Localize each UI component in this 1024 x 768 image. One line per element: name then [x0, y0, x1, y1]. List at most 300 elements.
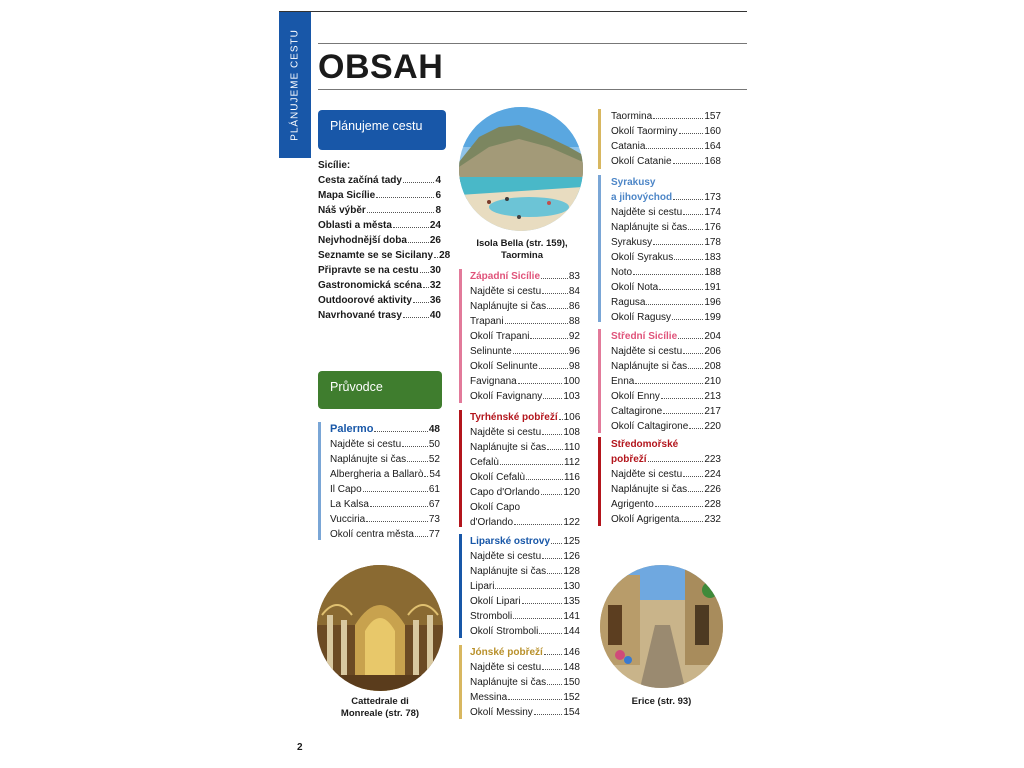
- dot-leader: [646, 148, 703, 149]
- dot-leader: [683, 214, 703, 215]
- toc-entry[interactable]: [611, 482, 721, 497]
- toc-entry-title: Agrigento: [611, 499, 654, 510]
- toc-entry-title: Okolí Cefalù: [470, 472, 526, 483]
- toc-entry[interactable]: [611, 235, 721, 250]
- dot-leader: [508, 699, 562, 700]
- toc-entry[interactable]: [611, 310, 721, 325]
- toc-entry-page: 32: [429, 280, 441, 291]
- toc-entry-page: 36: [429, 295, 441, 306]
- dot-leader: [547, 684, 562, 685]
- toc-entry-title: Seznamte se se Sicilany: [318, 250, 434, 261]
- toc-entry[interactable]: [470, 579, 580, 594]
- toc-entry[interactable]: [611, 205, 721, 220]
- dot-leader: [679, 133, 704, 134]
- dot-leader: [522, 603, 563, 604]
- dot-leader: [366, 521, 428, 522]
- toc-entry[interactable]: [330, 512, 440, 527]
- toc-entry-title: Taormina: [611, 111, 653, 122]
- photo-monreale: [317, 565, 443, 691]
- toc-entry-title: Okolí Agrigenta: [611, 514, 680, 525]
- toc-entry[interactable]: [318, 218, 441, 233]
- toc-entry-page: 188: [704, 267, 721, 278]
- toc-entry-title: Catania: [611, 141, 646, 152]
- toc-entry-page: 120: [563, 487, 580, 498]
- toc-entry-title: Naplánujte si čas: [611, 484, 688, 495]
- toc-entry-title: Cefalù: [470, 457, 499, 468]
- jonske-cont-section-bar: [598, 109, 601, 169]
- toc-entry-title: Okolí Syrakus: [611, 252, 674, 263]
- toc-entry-title: Ragusa: [611, 297, 646, 308]
- toc-entry-title: Gastronomická scéna: [318, 280, 422, 291]
- toc-entry[interactable]: [470, 284, 580, 299]
- toc-entry[interactable]: [470, 485, 580, 500]
- stredomorske-heading-line2[interactable]: pobřeží 223: [611, 454, 721, 465]
- toc-entry[interactable]: [611, 295, 721, 310]
- toc-entry-page: 126: [563, 551, 580, 562]
- toc-entry[interactable]: [330, 482, 440, 497]
- toc-entry[interactable]: [611, 467, 721, 482]
- toc-entry[interactable]: [318, 233, 441, 248]
- toc-entry-page: 88: [568, 316, 580, 327]
- toc-entry-page: 50: [428, 439, 440, 450]
- toc-entry[interactable]: [470, 594, 580, 609]
- erice-illustration: [600, 565, 723, 688]
- toc-entry-page: 141: [563, 611, 580, 622]
- toc-entry[interactable]: [330, 527, 440, 542]
- toc-entry-page: 199: [704, 312, 721, 323]
- toc-entry[interactable]: [470, 660, 580, 675]
- toc-entry-title: Selinunte: [470, 346, 512, 357]
- toc-entry-page: 210: [704, 376, 721, 387]
- toc-entry[interactable]: [611, 280, 721, 295]
- caption-isola-bella: Isola Bella (str. 159), Taormina: [476, 238, 568, 261]
- toc-entry-page: 228: [704, 499, 721, 510]
- toc-entry-title: Okolí Taorminy: [611, 126, 678, 137]
- isola-bella-illustration: [459, 107, 583, 231]
- caption-monreale: Cattedrale di Monreale (str. 78): [340, 696, 420, 719]
- dot-leader: [402, 446, 428, 447]
- dot-leader: [526, 479, 563, 480]
- toc-entry-page: 220: [704, 421, 721, 432]
- toc-entry-page: 226: [704, 484, 721, 495]
- toc-entry[interactable]: [611, 154, 721, 169]
- toc-entry[interactable]: [470, 690, 580, 705]
- toc-entry[interactable]: [611, 404, 721, 419]
- toc-entry[interactable]: [470, 675, 580, 690]
- tyrhenske-last-line2[interactable]: d'Orlando 122: [470, 517, 580, 528]
- toc-entry-page: 232: [704, 514, 721, 525]
- toc-entry[interactable]: [611, 109, 721, 124]
- toc-entry-title: Trapani: [470, 316, 504, 327]
- toc-entry-page: 116: [564, 472, 580, 483]
- toc-entry-page: 178: [704, 237, 721, 248]
- toc-entry[interactable]: [470, 344, 580, 359]
- dot-leader: [415, 536, 428, 537]
- toc-entry-page: 217: [704, 406, 721, 417]
- toc-entry[interactable]: [611, 497, 721, 512]
- toc-entry-page: 73: [428, 514, 440, 525]
- toc-entry-page: 52: [428, 454, 440, 465]
- toc-entry-page: 208: [704, 361, 721, 372]
- tyrhenske-last-line1[interactable]: Okolí Capo: [470, 502, 521, 513]
- toc-entry-title: Připravte se na cestu: [318, 265, 419, 276]
- dot-leader: [663, 413, 703, 414]
- stredomorske-section-bar: [598, 437, 601, 526]
- dot-leader: [542, 434, 562, 435]
- toc-entry-title: Náš výběr: [318, 205, 366, 216]
- toc-entry-page: 160: [704, 126, 721, 137]
- liparske-heading[interactable]: Liparské ostrovy 125: [470, 536, 580, 547]
- toc-entry-title: Okolí Stromboli: [470, 626, 539, 637]
- stredni-toc: [611, 329, 721, 434]
- stredomorske-toc: [611, 437, 721, 527]
- dot-leader: [500, 464, 563, 465]
- toc-entry[interactable]: [318, 173, 441, 188]
- toc-entry-title: Najděte si cestu: [470, 427, 542, 438]
- toc-entry-page: 213: [704, 391, 721, 402]
- toc-entry[interactable]: [611, 389, 721, 404]
- toc-entry[interactable]: [611, 359, 721, 374]
- dot-leader: [661, 398, 703, 399]
- stredni-list: [611, 344, 721, 434]
- toc-entry-page: 154: [563, 707, 580, 718]
- syrakusy-section-bar: [598, 175, 601, 322]
- tyrhenske-heading[interactable]: Tyrhénské pobřeží 106: [470, 412, 581, 423]
- toc-entry[interactable]: [470, 374, 580, 389]
- toc-entry-title: Enna: [611, 376, 635, 387]
- toc-entry-page: 92: [568, 331, 580, 342]
- toc-entry[interactable]: [470, 329, 580, 344]
- toc-entry-title: Naplánujte si čas: [330, 454, 407, 465]
- toc-entry-title: Naplánujte si čas: [470, 677, 547, 688]
- dot-leader: [653, 244, 703, 245]
- dot-leader: [672, 319, 703, 320]
- toc-entry-page: 54: [429, 469, 441, 480]
- dot-leader: [408, 242, 429, 243]
- palermo-section-bar: [318, 422, 321, 540]
- toc-entry-title: Okolí Selinunte: [470, 361, 538, 372]
- title-top-rule: [318, 43, 747, 44]
- toc-entry-title: Naplánujte si čas: [470, 566, 547, 577]
- stredomorske-heading-line1[interactable]: Středomořské: [611, 439, 679, 450]
- toc-entry[interactable]: [330, 437, 440, 452]
- toc-entry-title: Najděte si cestu: [611, 469, 683, 480]
- dot-leader: [370, 506, 428, 507]
- toc-entry[interactable]: [470, 455, 580, 470]
- toc-entry-title: Outdoorové aktivity: [318, 295, 412, 306]
- photo-erice: [600, 565, 723, 688]
- toc-entry[interactable]: [611, 419, 721, 434]
- toc-entry[interactable]: [611, 512, 721, 527]
- toc-entry[interactable]: [611, 344, 721, 359]
- toc-entry-page: 84: [568, 286, 580, 297]
- dot-leader: [659, 289, 703, 290]
- toc-entry[interactable]: [611, 124, 721, 139]
- toc-entry-title: Najděte si cestu: [470, 286, 542, 297]
- toc-entry-title: Okolí Enny: [611, 391, 660, 402]
- toc-entry-title: Okolí Lipari: [470, 596, 521, 607]
- toc-entry-page: 8: [435, 205, 441, 216]
- dot-leader: [635, 383, 703, 384]
- dot-leader: [534, 714, 563, 715]
- toc-entry-page: 6: [435, 190, 441, 201]
- toc-entry-page: 164: [704, 141, 721, 152]
- dot-leader: [505, 323, 568, 324]
- toc-entry-title: Il Capo: [330, 484, 362, 495]
- toc-entry-title: Naplánujte si čas: [611, 361, 688, 372]
- dot-leader: [495, 588, 562, 589]
- syrakusy-toc: [611, 175, 721, 325]
- title-bottom-rule: [318, 89, 747, 90]
- toc-entry[interactable]: [470, 389, 580, 404]
- dot-leader: [420, 272, 429, 273]
- dot-leader: [680, 521, 703, 522]
- toc-entry-page: 144: [563, 626, 580, 637]
- toc-entry-page: 30: [429, 265, 441, 276]
- toc-entry-title: Naplánujte si čas: [470, 442, 547, 453]
- section-side-tab: [279, 12, 311, 158]
- toc-entry-page: 100: [563, 376, 580, 387]
- toc-entry-page: 61: [428, 484, 440, 495]
- toc-entry-title: Okolí centra města: [330, 529, 414, 540]
- toc-entry-title: La Kalsa: [330, 499, 369, 510]
- toc-entry-title: Favignana: [470, 376, 517, 387]
- toc-entry-page: 150: [563, 677, 580, 688]
- dot-leader: [683, 476, 703, 477]
- toc-entry-title: Okolí Catanie: [611, 156, 672, 167]
- dot-leader: [633, 274, 703, 275]
- toc-entry-title: Najděte si cestu: [611, 207, 683, 218]
- toc-entry-page: 183: [704, 252, 721, 263]
- dot-leader: [688, 229, 703, 230]
- toc-entry[interactable]: [611, 374, 721, 389]
- toc-entry-page: 108: [563, 427, 580, 438]
- monreale-illustration: [317, 565, 443, 691]
- toc-entry-page: 110: [564, 442, 580, 453]
- toc-entry-page: 128: [563, 566, 580, 577]
- liparske-toc: [470, 534, 580, 639]
- palermo-list: [330, 437, 440, 542]
- toc-entry[interactable]: [611, 139, 721, 154]
- dot-leader: [423, 287, 429, 288]
- toc-entry-title: Okolí Favignany: [470, 391, 543, 402]
- toc-entry[interactable]: [470, 705, 580, 720]
- dot-leader: [689, 428, 703, 429]
- dot-leader: [539, 368, 568, 369]
- side-tab-label: PLÁNUJEME CESTU: [289, 29, 301, 141]
- liparske-section-bar: [459, 534, 462, 638]
- toc-entry-title: Lipari: [470, 581, 495, 592]
- toc-entry-title: Capo d'Orlando: [470, 487, 540, 498]
- dot-leader: [674, 259, 703, 260]
- toc-entry-title: Najděte si cestu: [330, 439, 402, 450]
- jonske-heading[interactable]: Jónské pobřeží 146: [470, 647, 580, 658]
- planning-list: [318, 173, 451, 323]
- dot-leader: [403, 317, 429, 318]
- toc-entry-page: 112: [564, 457, 580, 468]
- dot-leader: [424, 476, 428, 477]
- toc-entry-page: 176: [704, 222, 721, 233]
- toc-entry-title: Caltagirone: [611, 406, 663, 417]
- toc-entry-title: Naplánujte si čas: [611, 222, 688, 233]
- palermo-heading[interactable]: Palermo 48: [330, 423, 440, 435]
- toc-entry-page: 28: [439, 250, 451, 261]
- dot-leader: [393, 227, 429, 228]
- toc-entry-page: 174: [704, 207, 721, 218]
- toc-entry-page: 168: [704, 156, 721, 167]
- jonske-cont-list: [611, 109, 721, 169]
- stredni-section-bar: [598, 329, 601, 433]
- dot-leader: [547, 308, 568, 309]
- dot-leader: [542, 558, 562, 559]
- toc-entry[interactable]: [330, 497, 440, 512]
- dot-leader: [518, 383, 563, 384]
- toc-entry-title: Okolí Trapani: [470, 331, 530, 342]
- tyrhenske-list: [470, 425, 580, 500]
- toc-entry-title: Oblasti a města: [318, 220, 392, 231]
- toc-entry-title: Najděte si cestu: [470, 662, 542, 673]
- toc-entry-page: 96: [568, 346, 580, 357]
- toc-entry[interactable]: [470, 425, 580, 440]
- toc-entry-page: 98: [568, 361, 580, 372]
- toc-entry[interactable]: [470, 359, 580, 374]
- toc-entry-title: Noto: [611, 267, 633, 278]
- toc-entry[interactable]: [318, 293, 441, 308]
- toc-entry-title: Naplánujte si čas: [470, 301, 547, 312]
- zapadni-list: [470, 284, 580, 404]
- page-number: 2: [297, 742, 303, 753]
- toc-entry-page: 40: [429, 310, 441, 321]
- toc-entry-page: 148: [563, 662, 580, 673]
- toc-entry-title: Okolí Messiny: [470, 707, 533, 718]
- stredni-heading[interactable]: Střední Sicílie 204: [611, 331, 721, 342]
- toc-entry-title: Messina: [470, 692, 508, 703]
- tyrhenske-toc: [470, 410, 580, 530]
- palermo-toc: [330, 422, 440, 542]
- dot-leader: [513, 618, 562, 619]
- dot-leader: [673, 163, 704, 164]
- toc-entry[interactable]: [470, 564, 580, 579]
- caption-erice: Erice (str. 93): [631, 696, 692, 707]
- dot-leader: [434, 257, 438, 258]
- toc-entry-title: Najděte si cestu: [470, 551, 542, 562]
- toc-entry[interactable]: [470, 609, 580, 624]
- page-title: OBSAH: [318, 48, 444, 86]
- toc-entry[interactable]: [611, 250, 721, 265]
- top-rule: [279, 11, 747, 12]
- toc-entry[interactable]: [470, 470, 580, 485]
- zapadni-heading[interactable]: Západní Sicílie 83: [470, 271, 580, 282]
- jonske-list: [470, 660, 580, 720]
- toc-entry-title: Okolí Nota: [611, 282, 659, 293]
- jonske-section-bar: [459, 645, 462, 719]
- toc-entry[interactable]: [330, 467, 440, 482]
- tyrhenske-section-bar: [459, 410, 462, 527]
- toc-entry-page: 135: [563, 596, 580, 607]
- toc-entry-page: 86: [568, 301, 580, 312]
- toc-entry-page: 206: [704, 346, 721, 357]
- jonske-toc: [470, 645, 580, 720]
- toc-entry-title: Nejvhodnější doba: [318, 235, 407, 246]
- toc-entry-page: 77: [428, 529, 440, 540]
- dot-leader: [407, 461, 428, 462]
- toc-entry-title: Cesta začíná tady: [318, 175, 402, 186]
- dot-leader: [413, 302, 429, 303]
- dot-leader: [547, 449, 563, 450]
- dot-leader: [513, 353, 568, 354]
- toc-entry-page: 157: [704, 111, 721, 122]
- dot-leader: [363, 491, 428, 492]
- toc-entry-page: 103: [563, 391, 580, 402]
- toc-entry-title: Albergheria a Ballarò: [330, 469, 424, 480]
- dot-leader: [403, 182, 435, 183]
- planning-toc: [318, 158, 451, 323]
- toc-entry-page: 196: [704, 297, 721, 308]
- toc-entry-title: Mapa Sicílie: [318, 190, 376, 201]
- toc-entry-title: Najděte si cestu: [611, 346, 683, 357]
- toc-entry[interactable]: [470, 299, 580, 314]
- dot-leader: [683, 353, 703, 354]
- guide-box-label: Průvodce: [330, 380, 383, 394]
- toc-entry-page: 67: [428, 499, 440, 510]
- toc-entry[interactable]: [318, 188, 441, 203]
- toc-entry-title: Okolí Caltagirone: [611, 421, 689, 432]
- dot-leader: [655, 506, 704, 507]
- toc-entry[interactable]: [470, 440, 580, 455]
- toc-entry-page: 24: [429, 220, 441, 231]
- toc-entry[interactable]: [470, 314, 580, 329]
- toc-entry[interactable]: [318, 203, 441, 218]
- toc-entry[interactable]: [470, 549, 580, 564]
- zapadni-section-bar: [459, 269, 462, 403]
- toc-entry-title: Navrhované trasy: [318, 310, 402, 321]
- toc-entry-title: Vucciria: [330, 514, 366, 525]
- toc-entry-page: 4: [435, 175, 441, 186]
- liparske-list: [470, 549, 580, 639]
- syrakusy-heading-line1[interactable]: Syrakusy: [611, 177, 656, 188]
- toc-entry[interactable]: [611, 265, 721, 280]
- dot-leader: [376, 197, 434, 198]
- dot-leader: [542, 293, 568, 294]
- toc-entry-page: 191: [704, 282, 721, 293]
- toc-entry-page: 224: [704, 469, 721, 480]
- dot-leader: [539, 633, 562, 634]
- stredomorske-list: [611, 467, 721, 527]
- dot-leader: [688, 368, 703, 369]
- photo-isola-bella: [459, 107, 583, 231]
- toc-entry[interactable]: [318, 278, 441, 293]
- dot-leader: [542, 669, 562, 670]
- dot-leader: [530, 338, 567, 339]
- guide-section-box: [318, 371, 442, 409]
- jonske-cont-toc: [611, 109, 721, 169]
- toc-entry-title: Okolí Ragusy: [611, 312, 672, 323]
- toc-entry-page: 26: [429, 235, 441, 246]
- planning-section-box: [318, 110, 446, 150]
- toc-entry[interactable]: [318, 248, 451, 263]
- dot-leader: [688, 491, 703, 492]
- toc-entry-page: 130: [563, 581, 580, 592]
- toc-entry[interactable]: [318, 308, 441, 323]
- toc-entry[interactable]: [611, 220, 721, 235]
- toc-entry[interactable]: [318, 263, 441, 278]
- syrakusy-heading-line2[interactable]: a jihovýchod 173: [611, 192, 721, 203]
- planning-box-label: Plánujeme cestu: [330, 119, 423, 133]
- toc-entry[interactable]: [330, 452, 440, 467]
- zapadni-toc: [470, 269, 580, 404]
- planning-intro: Sicílie:: [318, 160, 351, 171]
- toc-entry[interactable]: [470, 624, 580, 639]
